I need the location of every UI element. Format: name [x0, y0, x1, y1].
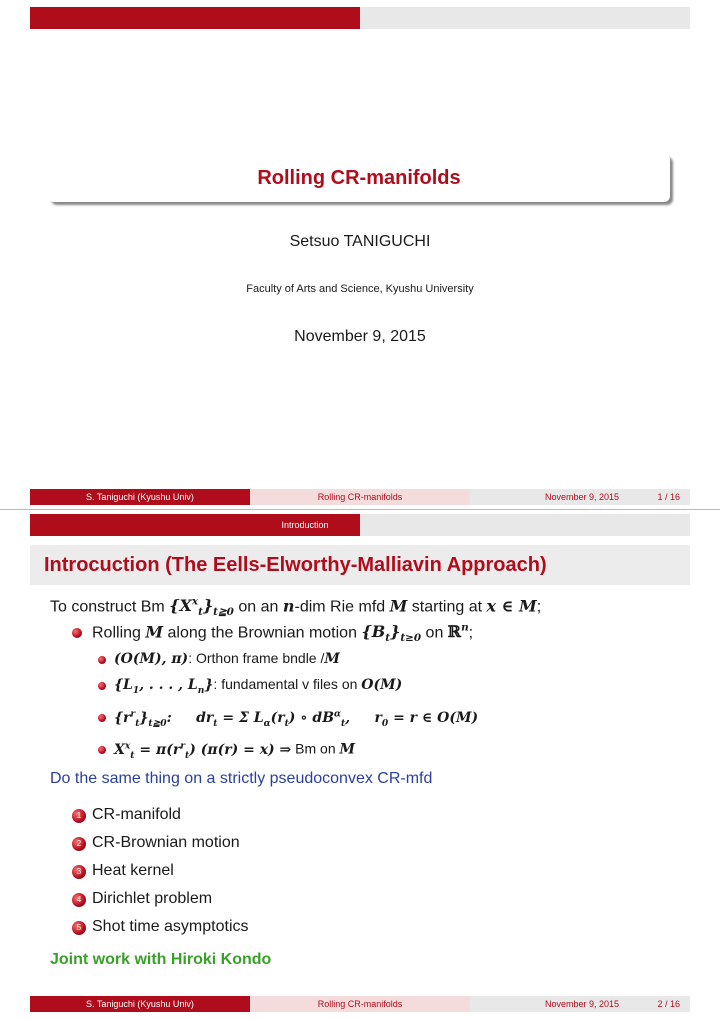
sub-bullet-icon: [98, 714, 106, 722]
footer-title: Rolling CR-manifolds: [250, 489, 470, 505]
construct-line: To construct Bm $\{X^x_t\}_{t≧0}$ on an n-dim Rie mfd M starting at x ∈ M;: [50, 596, 542, 619]
list-item: Dirichlet problem: [92, 890, 213, 907]
presentation-date: November 9, 2015: [294, 328, 426, 345]
footer: [30, 996, 690, 1012]
sub-bullet-icon: [98, 656, 106, 664]
footer: [30, 489, 690, 505]
section-nav[interactable]: [30, 514, 360, 536]
footer-author: S. Taniguchi (Kyushu Univ): [30, 996, 250, 1012]
frame-title-bar: [30, 545, 690, 585]
vector-fields-line: {$L_1$, . . . , $L_n$}: fundamental v files on O(M): [114, 676, 403, 696]
projection-line: $X^x_t = \pi(r^r_t) (\pi(r) = x)$ ⇒ Bm on M: [114, 740, 356, 761]
footer-date-page: [470, 489, 690, 505]
footer-date: November 9, 2015: [545, 492, 620, 502]
number-icon: 5: [72, 921, 86, 935]
author-name: Setsuo TANIGUCHI: [289, 233, 431, 250]
top-strip-red: [30, 7, 360, 29]
presentation-title: Rolling CR-manifolds: [257, 167, 461, 189]
bullet-icon: [72, 628, 82, 638]
footer-author: S. Taniguchi (Kyushu Univ): [30, 489, 250, 505]
number-icon: 2: [72, 837, 86, 851]
number-icon: 1: [72, 809, 86, 823]
rolling-line: Rolling M along the Brownian motion $\{B_t\}_{t\ge 0}$ on ℝ$^n$;: [92, 622, 474, 645]
sde-line: $\{r^r_t\}_{t≧0}$: $dr_t = \Sigma$ $L_\alpha(r_t)$ ∘ $dB^\alpha_t$, $r_0 = r$ ∈ O(M): [114, 708, 479, 729]
list-item: CR-manifold: [92, 806, 181, 823]
sub-bullet-icon: [98, 682, 106, 690]
list-item: Shot time asymptotics: [92, 918, 249, 935]
footer-title: Rolling CR-manifolds: [250, 996, 470, 1012]
top-strip: [30, 514, 690, 536]
list-item: CR-Brownian motion: [92, 834, 240, 851]
do-same-line: Do the same thing on a strictly pseudoconvex CR-mfd: [50, 770, 433, 787]
frame-bundle-line: (O(M), π): Orthon frame bndle /M: [114, 650, 340, 667]
top-strip: [30, 7, 690, 29]
number-icon: 3: [72, 865, 86, 879]
list-item: Heat kernel: [92, 862, 174, 879]
footer-page-number: 2 / 16: [657, 999, 680, 1009]
footer-date: November 9, 2015: [545, 999, 620, 1009]
joint-work-line: Joint work with Hiroki Kondo: [50, 951, 272, 968]
intro-slide: [30, 514, 690, 1012]
footer-page-number: 1 / 16: [657, 492, 680, 502]
institution: Faculty of Arts and Science, Kyushu University: [246, 283, 474, 295]
title-slide: [30, 7, 690, 505]
section-label: Introduction: [281, 520, 329, 530]
footer-date-page: [470, 996, 690, 1012]
page-separator: [0, 509, 720, 510]
sub-bullet-icon: [98, 746, 106, 754]
frame-title: Introcuction (The Eells-Elworthy-Malliavin Approach): [44, 554, 547, 576]
title-box: [48, 154, 670, 202]
number-icon: 4: [72, 893, 86, 907]
